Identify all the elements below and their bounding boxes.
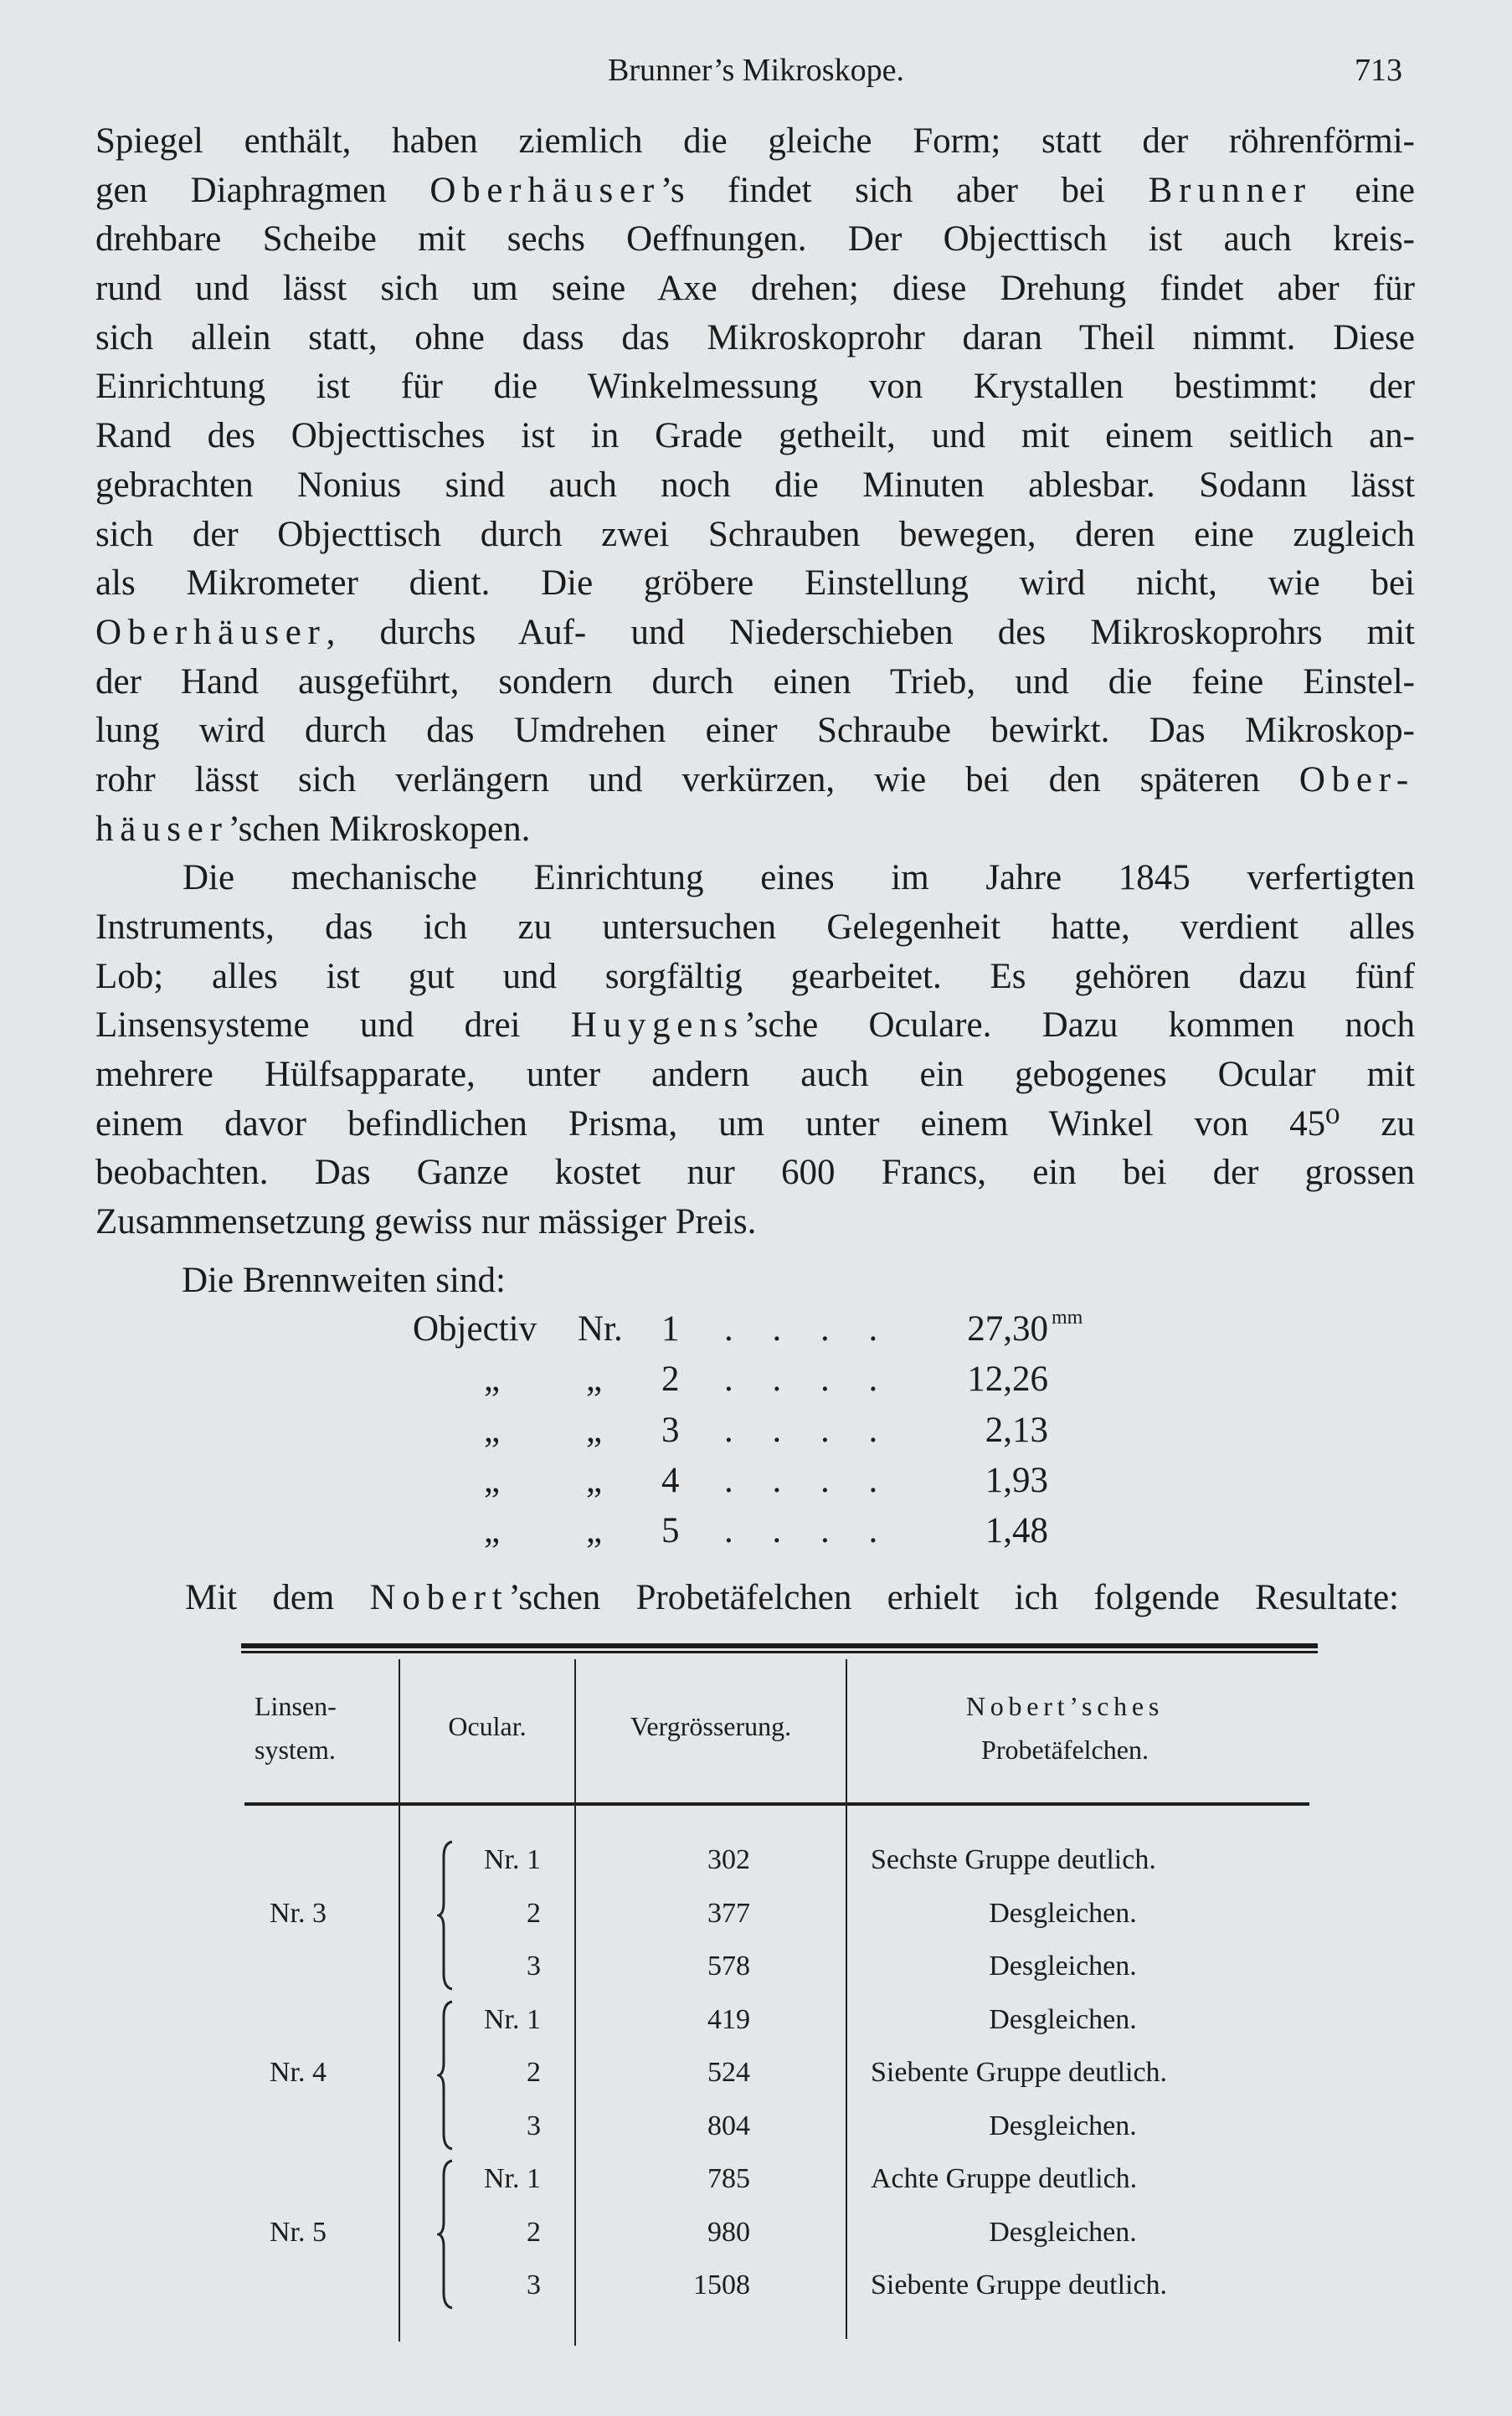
text-segment: , durchs Auf- und Niederschieben des Mikroskoprohrs mit [326, 612, 1415, 652]
text-line [95, 167, 1415, 216]
table-header-rule [244, 1802, 1309, 1806]
text-segment: drehbare Scheibe mit sechs Oeffnungen. Der Objecttisch ist auch kreis- [95, 219, 1415, 260]
magnification-cell: 578 [707, 1951, 750, 1982]
result-cell: Siebente Gruppe deutlich. [871, 2269, 1168, 2300]
text-line [95, 1100, 1415, 1149]
focal-dots: . . . . [724, 1360, 893, 1400]
text-line [95, 1051, 1415, 1100]
magnification-cell: 524 [707, 2057, 750, 2088]
text-line [95, 1149, 1415, 1198]
magnification-cell: 377 [707, 1897, 750, 1929]
focal-number: 1 [661, 1309, 680, 1349]
focal-unit: mm [1052, 1307, 1083, 1329]
focal-number: 2 [661, 1360, 680, 1400]
focal-dots: . . . . [724, 1511, 893, 1551]
text-line [95, 756, 1415, 805]
focal-label: „ [484, 1511, 501, 1551]
magnification-cell: 785 [707, 2163, 750, 2194]
text-segment: beobachten. Das Ganze kostet nur 600 Francs, ein bei der grossen [95, 1153, 1415, 1193]
focal-nr: „ [586, 1360, 603, 1400]
result-cell: Desgleichen. [989, 2110, 1137, 2141]
results-intro [185, 1574, 1399, 1622]
result-cell: Sechste Gruppe deutlich. [871, 1844, 1156, 1875]
ocular-cell: 3 [527, 2110, 541, 2141]
text-segment: gebrachten Nonius sind auch noch die Minuten ablesbar. Sodann lässt [95, 465, 1415, 505]
result-cell: Desgleichen. [989, 2216, 1137, 2248]
focal-label: „ [484, 1460, 501, 1500]
text-line [95, 314, 1415, 363]
text-line [95, 215, 1415, 265]
text-segment: mehrere Hülfsapparate, unter andern auch ein gebogenes Ocular mit [95, 1055, 1415, 1095]
focal-dots: . . . . [724, 1410, 893, 1450]
header-text: Probetäfelchen. [981, 1735, 1149, 1765]
text-line [95, 903, 1415, 953]
focal-value-text: 1,48 [985, 1511, 1048, 1551]
spaced-name: Brunner [1148, 170, 1312, 210]
focal-nr: „ [586, 1511, 603, 1551]
magnification-cell: 804 [707, 2110, 750, 2141]
text-line [95, 805, 1415, 855]
text-segment: Lob; alles ist gut und sorgfältig gearbeitet. Es gehören dazu fünf [95, 956, 1415, 996]
ocular-cell: Nr. 1 [484, 2003, 541, 2035]
magnification-cell: 980 [707, 2216, 750, 2248]
text-line [95, 854, 1415, 903]
text-segment: eine [1311, 170, 1415, 210]
focal-nr: Nr. [578, 1309, 623, 1349]
text-segment: sich der Objecttisch durch zwei Schrauben bewegen, deren eine zugleich [95, 514, 1415, 554]
text-line [95, 265, 1415, 314]
spaced-name: Ober- [1299, 759, 1415, 799]
text-segment: Spiegel enthält, haben ziemlich die gleiche Form; statt der röhrenförmi- [95, 121, 1415, 161]
linsensystem-cell: Nr. 5 [270, 2216, 327, 2248]
text-line [95, 1001, 1415, 1051]
focal-nr: „ [586, 1460, 603, 1500]
text-segment: ’s findet sich aber bei [660, 170, 1149, 210]
spaced-name: häuser [95, 809, 229, 849]
results-intro-pre: Mit dem [185, 1578, 370, 1617]
focal-number: 5 [661, 1511, 680, 1551]
header-text: system. [255, 1735, 336, 1765]
spaced-name: Oberhäuser [95, 612, 327, 652]
text-segment: Die mechanische Einrichtung eines im Jahre 1845 verfertigten [183, 858, 1415, 898]
focal-value [887, 1305, 1083, 1354]
text-segment: einem davor befindlichen Prisma, um unter einem Winkel von 45⁰ zu [95, 1103, 1415, 1144]
focal-value-text: 1,93 [985, 1460, 1048, 1500]
focal-nr: „ [586, 1410, 603, 1450]
focal-number: 3 [661, 1410, 680, 1450]
table-top-rule [241, 1643, 1318, 1648]
header-text: Linsen- [255, 1691, 337, 1721]
text-line [95, 609, 1415, 658]
focal-label: Objectiv [413, 1309, 537, 1349]
header-linsensystem [244, 1684, 405, 1771]
focal-value [887, 1507, 1048, 1555]
text-segment: ’sche Oculare. Dazu kommen noch [743, 1005, 1415, 1046]
ocular-cell: 2 [527, 2216, 541, 2248]
ocular-cell: Nr. 1 [484, 2163, 541, 2194]
body-text [95, 117, 1415, 1247]
result-cell: Desgleichen. [989, 2003, 1137, 2035]
text-line [95, 707, 1415, 756]
linsensystem-cell: Nr. 4 [270, 2057, 327, 2088]
text-line [95, 953, 1415, 1002]
focal-label: „ [484, 1410, 501, 1450]
focal-dots: . . . . [724, 1460, 893, 1500]
header-vergroesserung: Vergrösserung. [630, 1711, 792, 1741]
ocular-cell: Nr. 1 [484, 1844, 541, 1875]
text-line [95, 362, 1415, 412]
table-top-rule-thin [241, 1651, 1318, 1653]
ocular-cell: 3 [527, 2269, 541, 2300]
results-intro-post: ’schen Probetäfelchen erhielt ich folgende Resultate: [508, 1578, 1399, 1617]
result-cell: Achte Gruppe deutlich. [871, 2163, 1138, 2194]
column-divider [574, 1659, 576, 2346]
result-cell: Desgleichen. [989, 1897, 1137, 1929]
ocular-cell: 2 [527, 2057, 541, 2088]
text-segment: Zusammensetzung gewiss nur mässiger Preis. [95, 1202, 757, 1242]
running-header: Brunner’s Mikroskope. [608, 53, 904, 88]
spaced-name: Huygens [570, 1005, 744, 1046]
text-segment: als Mikrometer dient. Die gröbere Einstellung wird nicht, wie bei [95, 563, 1415, 604]
spaced-name: Oberhäuser [429, 170, 661, 210]
text-segment: ’schen Mikroskopen. [228, 809, 531, 849]
text-segment: gen Diaphragmen [95, 170, 430, 210]
text-line [95, 412, 1415, 461]
text-segment: Einrichtung ist für die Winkelmessung von Krystallen bestimmt: der [95, 367, 1415, 407]
focal-value-text: 2,13 [985, 1410, 1048, 1450]
header-text: Nobert’sches [965, 1691, 1165, 1721]
text-segment: Rand des Objecttisches ist in Grade getheilt, und mit einem seitlich an- [95, 416, 1415, 456]
header-probetaefelchen [847, 1684, 1283, 1771]
focal-number: 4 [661, 1460, 680, 1500]
text-segment: rohr lässt sich verlängern und verkürzen, wie bei den späteren [95, 759, 1299, 799]
focal-value-text: 27,30 [967, 1309, 1048, 1349]
linsensystem-cell: Nr. 3 [270, 1897, 327, 1929]
magnification-cell: 419 [707, 2003, 750, 2035]
text-line [95, 658, 1415, 707]
ocular-cell: 3 [527, 1951, 541, 1982]
focal-label: „ [484, 1360, 501, 1400]
ocular-cell: 2 [527, 1897, 541, 1929]
focal-value [887, 1406, 1048, 1455]
text-segment: Instruments, das ich zu untersuchen Gelegenheit hatte, verdient alles [95, 907, 1415, 947]
focal-value [887, 1457, 1048, 1505]
result-cell: Siebente Gruppe deutlich. [871, 2057, 1168, 2088]
text-line [95, 559, 1415, 609]
text-line [95, 117, 1415, 167]
text-segment: Linsensysteme und drei [95, 1005, 571, 1046]
magnification-cell: 302 [707, 1844, 750, 1875]
text-segment: sich allein statt, ohne dass das Mikroskoprohr daran Theil nimmt. Diese [95, 317, 1415, 357]
text-segment: der Hand ausgeführt, sondern durch einen Trieb, und die feine Einstel- [95, 661, 1415, 702]
text-segment: lung wird durch das Umdrehen einer Schraube bewirkt. Das Mikroskop- [95, 711, 1415, 751]
results-intro-name: Nobert [369, 1578, 509, 1617]
magnification-cell: 1508 [693, 2269, 750, 2300]
header-ocular: Ocular. [448, 1711, 527, 1741]
focal-value [887, 1355, 1048, 1404]
text-segment: rund und lässt sich um seine Axe drehen; diese Drehung findet aber für [95, 269, 1415, 309]
text-line [95, 461, 1415, 511]
page-number: 713 [1355, 53, 1402, 88]
focal-dots: . . . . [724, 1309, 893, 1349]
focal-intro: Die Brennweiten sind: [182, 1261, 506, 1300]
result-cell: Desgleichen. [989, 1951, 1137, 1982]
text-line [95, 1198, 1415, 1247]
focal-value-text: 12,26 [967, 1360, 1048, 1400]
text-line [95, 511, 1415, 560]
